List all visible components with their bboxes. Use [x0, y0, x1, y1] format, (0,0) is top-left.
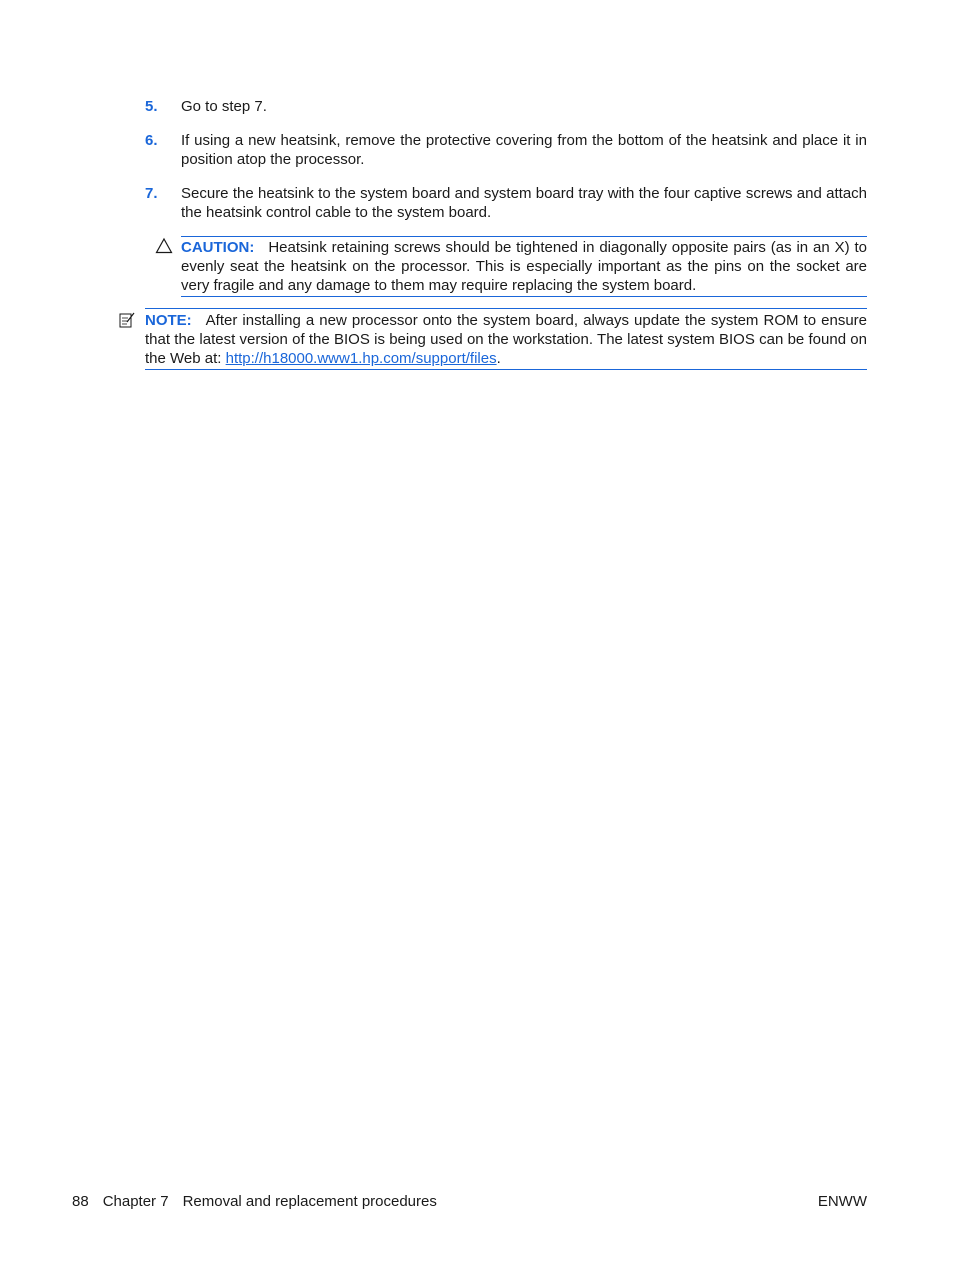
- caution-label: CAUTION:: [181, 239, 255, 256]
- caution-text: Heatsink retaining screws should be tightened in diagonally opposite pairs (as in an X) to evenly seat the heatsink on the processor. This is especially important as the pins on the socket are very fragile and any damage to them may require replacing the system board.: [181, 239, 867, 294]
- note-box: [145, 308, 867, 370]
- step-5: [145, 97, 867, 116]
- caution-triangle-icon: [155, 237, 173, 255]
- note-suffix: .: [496, 350, 501, 367]
- step-text: If using a new heatsink, remove the protective covering from the bottom of the heatsink and place it in position atop the processor.: [181, 132, 867, 168]
- note-label: NOTE:: [145, 312, 192, 329]
- page-number: 88: [72, 1193, 89, 1210]
- note-text: After installing a new processor onto the system board, always update the system ROM to ensure that the latest version of the BIOS is being used on the workstation. The latest system BIOS can be found on the Web at:: [145, 312, 867, 367]
- step-text: Go to step 7.: [181, 98, 267, 115]
- support-files-link[interactable]: http://h18000.www1.hp.com/support/files: [225, 350, 497, 367]
- page-footer: [72, 1192, 867, 1211]
- step-text: Secure the heatsink to the system board and system board tray with the four captive screws and attach the heatsink control cable to the system board.: [181, 185, 867, 221]
- step-number: 5.: [145, 98, 158, 115]
- footer-right-label: ENWW: [817, 1193, 867, 1210]
- step-6: [145, 131, 867, 169]
- step-number: 7.: [145, 185, 158, 202]
- chapter-title: Removal and replacement procedures: [182, 1193, 437, 1210]
- caution-box: [181, 236, 867, 297]
- note-pad-icon: [118, 311, 136, 329]
- chapter-label: Chapter 7: [102, 1193, 169, 1210]
- step-number: 6.: [145, 132, 158, 149]
- step-7: [145, 184, 867, 222]
